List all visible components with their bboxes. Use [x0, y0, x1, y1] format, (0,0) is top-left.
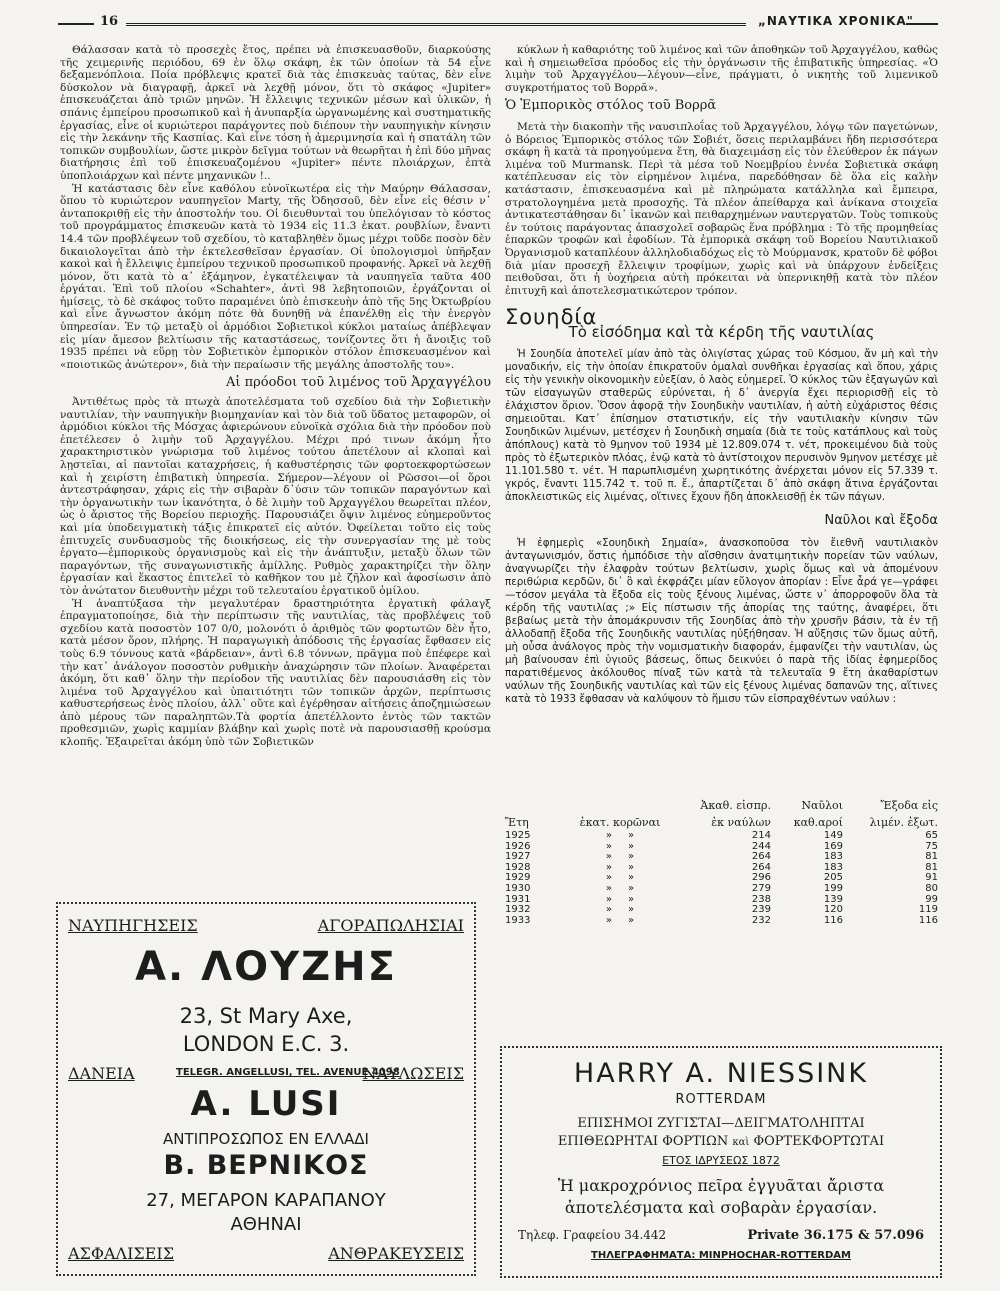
table-header: ἐκ ναύλων [711, 816, 771, 829]
ad-agents: ΑΝΤΙΠΡΟΣΩΠΟΣ ΕΝ ΕΛΛΑΔΙ [163, 1130, 369, 1148]
ad-private-phone: Private 36.175 & 57.096 [747, 1228, 924, 1243]
ad-company-name-latin: A. LUSI [190, 1084, 342, 1124]
page-header [58, 14, 938, 34]
section-subtitle: Τὸ εἰσόδημα καὶ τὰ κέρδη τῆς ναυτιλίας [568, 322, 875, 341]
paragraph: Ἡ ἀναπτύξασα τὴν μεγαλυτέραν δραστηριότητα ἐργατικὴ φάλαγξ ἐπραγματοποίησε, διὰ τὴν περίπτωσιν τῆς ναυτιλίας, τὰς προβλέψεις τοῦ σχεδίου κατὰ ποσοστὸν 107 0/0, μολονότι ὁ ἀριθμὸς τῶν φορτωτῶν δὲν ἦτο, κατὰ μέσον ὅρον, πλήρης. Ἡ παραγωγικὴ ἀπόδοσις τῆς ἐργασίας ἔφθασεν εἰς τοὺς 6.9 τόννους κατὰ «βάρδειαν», ἀντὶ 6.8 τόννων, πρᾶγμα ποὺ ἐπέφερε καὶ τὴν κατ᾽ ἀνάλογον ποσοστὸν ρυθμικὴν ἀναχώρησιν τῶν πλοίων. Ἀναφέρεται ἀκόμη, ὅτι καθ᾽ ὅλην τὴν περίοδον τῆς ναυτιλίας δὲν παρουσιάσθη εἰς τὸν λιμένα τοῦ Ἀρχαγγέλου καὶ ὑπαιτιότητι τῶν τοπικῶν ἀρχῶν, περίπτωσις καθυστερήσεως ἑνὸς πλοίου, ἀλλ᾽ οὔτε καὶ ἐγέρθησαν αἰτήσεις ἀποζημιώσεων ἀπὸ μέρους τῶν παραληπτῶν.Τὰ φορτία ἀπετέλλοντο ἐντὸς τῶν τακτῶν προθεσμιῶν, χωρὶς καμμίαν βλάβην καὶ χωρὶς ποτὲ νὰ παρουσιασθῇ κρούσμα κλοπῆς. Ἐξαιρεῖται ἀκόμη ὑπὸ τῶν Σοβιετικῶν [60, 597, 491, 749]
ad-service-line: ΕΠΙΘΕΩΡΗΤΑΙ ΦΟΡΤΙΩΝ καὶ ΦΟΡΤΕΚΦΟΡΤΩΤΑΙ [557, 1134, 885, 1149]
ad-slogan: Ἡ μακροχρόνιος πεῖρα ἐγγυᾶται ἄριστα [557, 1176, 885, 1195]
ad-company-name: Α. ΛΟΥΖΗΣ [135, 944, 397, 990]
paragraph: κύκλων ἡ καθαριότης τοῦ λιμένος καὶ τῶν ἀποθηκῶν τοῦ Ἀρχαγγέλου, καθὼς καὶ ἡ σημειωθεῖσα πρόοδος εἰς τὴν ὀργάνωσιν τῆς ἐπιβατικῆς ὑπηρεσίας. «Ὁ λιμὴν τοῦ Ἀρχαγγέλου—λέγουν—εἶνε, πράγματι, ὁ νικητὴς τοῦ λιμενικοῦ συγκροτήματος τοῦ Βορρᾶ». [505, 44, 938, 94]
table-row: 1930 » » 279 199 80 [505, 882, 938, 894]
page-number: 16 [100, 14, 119, 29]
section-heading: Αἱ πρόοδοι τοῦ λιμένος τοῦ Ἀρχαγγέλου [225, 375, 491, 391]
ad-phone: Τηλεφ. Γραφείου 34.442 [518, 1228, 667, 1242]
ad-address: 27, ΜΕΓΑΡΟΝ ΚΑΡΑΠΑΝΟΥ [146, 1190, 386, 1211]
left-column [60, 44, 491, 749]
header-rule [58, 23, 94, 25]
ad-city: ΑΘΗΝΑΙ [230, 1214, 302, 1235]
table-row: 1933 » » 232 116 116 [505, 914, 938, 926]
table-row: 1927 » » 264 183 81 [505, 851, 938, 863]
section-heading: Ὁ Ἐμπορικὸς στόλος τοῦ Βορρᾶ [505, 98, 717, 114]
ad-address: LONDON E.C. 3. [182, 1032, 350, 1056]
ad-founded: ΕΤΟΣ ΙΔΡΥΣΕΩΣ 1872 [662, 1154, 780, 1167]
table-row: 1925 » » 214 149 65 [505, 830, 938, 841]
ad-city: ROTTERDAM [675, 1092, 767, 1107]
table-row: 1932 » » 239 120 119 [505, 904, 938, 916]
ad-service-line: ΕΠΙΣΗΜΟΙ ΖΥΓΙΣΤΑΙ—ΔΕΙΓΜΑΤΟΛΗΠΤΑΙ [577, 1116, 865, 1131]
right-column [505, 44, 938, 706]
ad-service-label: ΑΓΟΡΑΠΩΛΗΣΙΑΙ [317, 916, 464, 935]
ad-slogan: ἀποτελέσματα καὶ σοβαρὰν ἐργασίαν. [564, 1198, 878, 1217]
paragraph: Ἀντιθέτως πρὸς τὰ πτωχὰ ἀποτελέσματα τοῦ σχεδίου διὰ τὴν Σοβιετικὴν ναυτιλίαν, τὴν ναυπηγικὴν βιομηχανίαν καὶ τὸν διὰ τοῦ ὕδατος μεταφορῶν, οἱ ἁρμόδιοι κύκλοι τῆς Μόσχας ἀφιερώνουν εὐνοϊκὰ σχόλια διὰ τὴν πρόοδον ποὺ ἐπετέλεσεν ὁ λιμὴν τοῦ Ἀρχαγγέλου. Μέχρι πρό τινων ἀκόμη ἦτο χαρακτηριστικὸν γνώρισμα τοῦ λιμένος τούτου ἀπετέλουν αἱ κλοπαὶ καὶ λῃστεῖαι, αἱ παντοῖαι καταχρήσεις, ἡ καθυστέρησις τῶν φορτοεκφορτώσεων καὶ ἡ χειρίστη ἐπιβατικὴ ὑπηρεσία. Σήμερον—λέγουν οἱ Ρῶσσοι—οἱ ὅροι ἀντεστράφησαν, χάρις εἰς τὴν σιβαρὰν δ᾽ύσιν τῶν τοπικῶν παραγόντων καὶ τὴν ὀργανωτικὴν των ἱκανότητα, ὁ δὲ λιμὴν τοῦ Ἀρχαγγέλου θεωρεῖται πλέον, ὡς ὁ ἄριστος τῆς Βορείου περιοχῆς. Παρουσιάζει ὄψιν λιμένος εὐημεροῦντος καὶ μία ὑποδειγματικὴ τάξις ἐπικρατεῖ εἰς αὐτόν. Ὀφείλεται τοῦτο εἰς τοὺς ἐπιτυχεῖς συνδυασμοὺς τῆς διοικήσεως, εἰς τὴν συνεργασίαν της μὲ τοὺς ἐργατο—ἐμπορικοὺς ὀργανισμοὺς καὶ εἰς τὴν ἀνάπτυξιν, μεταξὺ ὅλων τῶν παραγόντων, τῆς συναγωνιστικῆς ἁμίλλης. Ρυθμὸς χαρακτηρίζει τὴν ὅλην ἐργασίαν καὶ ἕκαστος ἐπιτελεῖ τὸ καθῆκον του μὲ ζῆλον καὶ ἀφοσίωσιν ἀπὸ τὸν ἀνώτατον διευθυντὴν μέχρι τοῦ τελευταίου ἐργατικοῦ ὁμίλου. [60, 396, 491, 597]
ad-telegram: ΤΗΛΕΓΡΑΦΗΜΑΤΑ: MINPHOCHAR-ROTTERDAM [591, 1250, 851, 1261]
journal-title: „ΝΑΥΤΙΚΑ ΧΡΟΝΙΚΑ" [758, 14, 914, 28]
table-row: 1931 » » 238 139 99 [505, 893, 938, 905]
paragraph: Μετὰ τὴν διακοπὴν τῆς ναυσιπλοΐας τοῦ Ἀρχαγγέλου, λόγῳ τῶν παγετώνων, ὁ Βόρειος Ἐμπορικὸς στόλος τῶν Σοβιέτ, ὅσεις περιλαμβάνει ἤδη περισσότερα σκάφη ἢ κατὰ τὰ προηγούμενα ἔτη, θὰ διαχειμάσῃ εἰς τὸν ἐλεύθερον ἐκ πάγων λιμένα τοῦ Murmansk. Περὶ τὰ μέσα τοῦ Νοεμβρίου ἐννέα Σοβιετικὰ σκάφη κατέπλευσαν εἰς τὸν εἰρημένον λιμένα, παρεδόθησαν δὲ ὅλα εἰς καλὴν κατάστασιν, ἐπισκευασμένα καὶ μὲ πληρώματα κατάλληλα καὶ ἔμπειρα, στρατολογημένα μετὰ προσοχῆς. Τὰ πλέον ἀπείθαρχα καὶ ἀνίκανα στοιχεῖα ἀντικατεστάθησαν δι᾽ ἱκανῶν καὶ πειθαρχημένων ναυτεργατῶν. Τοὺς τοπικοὺς ἐν τούτοις παράγοντας ἀπασχολεῖ σοβαρῶς ἕνα πρόβλημα : Τὸ τῆς προμηθείας ἐπαρκῶν τροφῶν καὶ ἐφοδίων. Τὰ ἐμπορικὰ σκάφη τοῦ Βορείου Ναυτιλιακοῦ Ὀργανισμοῦ καταπλέουν ἀλληλοδιαδόχως εἰς τὸ Μούρμανσκ, κρατοῦν δὲ φόβοι διὰ μίαν προσεχῆ ἔλλειψιν τροφίμων, χωρὶς καὶ νὰ ὑπάρχουν ἐνδείξεις πειθοῦσαι, ὅτι ἡ ὑοχήρεια αὐτὴ πρόκειται νὰ ὑπερνικηθῇ κατὰ τὸν πλέον ἐπιτυχῆ καὶ ἀποτελεσματικώτερον τρόπον. [505, 120, 938, 297]
table-header: Ἔξοδα εἰς [880, 799, 938, 812]
header-rule [126, 23, 746, 26]
freight-statistics-table [505, 797, 938, 926]
paragraph: Θάλασσαν κατὰ τὸ προσεχὲς ἔτος, πρέπει νὰ ἐπισκευασθοῦν, διαρκούσης τῆς χειμερινῆς περιόδου, 69 ἐν ὅλῳ σκάφη, ἐκ τῶν ὁποίων τὰ 54 εἶνε δεξαμενόπλοια. Ποία πρόβλεψις κρατεῖ διὰ τὰς ἐπισκευὰς ταύτας, δὲν εἶνε δύσκολον νὰ διαγραφῇ, ἀρκεῖ νὰ λεχθῇ μόνον, ὅτι τὸ σκάφος «Jupiter» ἐπισκευάζεται ἀπὸ τριῶν μηνῶν. Ἡ ἔλλειψις τεχνικῶν μέσων καὶ ὑλικῶν, ἡ σπάνις ἐμπείρου προσωπικοῦ καὶ ἡ ἀνυπαρξία ὠργανωμένης καὶ συστηματικῆς ἐργασίας, εἶνε οἱ κυριώτεροι παράγοντες ποὺ διέπουν τὴν ναυπηγικὴν κίνησιν εἰς τὴν λεκάνην τῆς Κασπίας. Καὶ εἶνε τόση ἡ ἀμεριμνησία καὶ ἡ σπατάλη τῶν τοπικῶν συμβουλίων, ὥστε μικρὸν δεῖγμα τούτων νὰ θεωρῆται ἡ ἐπὶ δύο μῆνας διατήρησις ἐπὶ τοῦ ἐπισκευαζομένου «Jupiter» πέντε πλοιάρχων, ἑπτὰ ὑποπλοιάρχων καὶ πέντε μηχανικῶν !.. [60, 44, 491, 182]
table-header: Ἔτη [505, 816, 529, 829]
table-row: 1928 » » 264 183 81 [505, 861, 938, 873]
paragraph: Ἡ ἐφημερὶς «Σουηδικὴ Σημαία», ἀνασκοποῦσα τὸν ἔιεθνῆ ναυτιλιακὸν ἀνταγωνισμόν, ὅστις ἠμπόδισε τὴν αἴσθησιν ἀνατιμητικὴν πορείαν τῶν ναύλων, ἀναγνωρίζει τὴν ἐλαφρὰν τούτων βελτίωσιν, χωρὶς ὅμως καὶ νὰ ἀπομένουν περιθώρια κερδῶν, δι᾽ ὃ καὶ ἐκφράζει μίαν εὔλογον ἀπορίαν : Εἶνε ἆρά γε—γράφει—τόσον μεγάλα τὰ ἔξοδα εἰς τοὺς ξένους λιμένας, ὥστε ν᾽ ἀπορροφοῦν ὅλα τὰ κέρδη τῆς ναυτιλίας ;» Εἰς πίστωσιν τῆς ἀπορίας της ταύτης, ἀναφέρει, ὅτι βεβαίως μετὰ τὴν ἀπομάκρυνσιν τῆς Σουηδίας ἀπὸ τὴν χρυσῆν βάσιν, τὰ ἐν τῇ ἀλλοδαπῇ ἔξοδα τῆς Σουηδικῆς ναυτιλίας ηὐξήθησαν. Ἡ αὔξησις τῶν ὅμως αὐτῆ, μὴ οὖσα ἀνάλογος πρὸς τὴν νομισματικὴν διαφοράν, ἐμφανίζει τὴν ναυτιλίαν, ὡς μὴ βαίνουσαν ἐπὶ ὑγιοῦς βάσεως, ὅπως δεικνύει ὁ παρὰ τῆς ἰδίας ἐφημερίδος παρατιθέμενος ἀκόλουθος πίναξ τῶν κατὰ τὰ τελευταῖα 9 ἔτη ἀκαθαρίστων ναύλων τῆς Σουηδικῆς ναυτιλίας καὶ τῶν εἰς ξένους λιμένας δαπανῶν της, αἵτινες κατὰ τὸ 1933 ἔφθασαν νὰ καλύψουν τὸ ἥμισυ τῶν εἰσπραχθέντων ναύλων : [505, 537, 938, 706]
ad-service-label: ΔΑΝΕΙΑ [68, 1064, 135, 1083]
ad-agent-name: Β. ΒΕΡΝΙΚΟΣ [163, 1150, 369, 1181]
paragraph: Ἡ κατάστασις δὲν εἶνε καθόλου εὐνοϊκωτέρα εἰς τὴν Μαύρην Θάλασσαν, ὅπου τὸ κυριώτερον ναυπηγεῖον Marty, τῆς Ὀδησσοῦ, δὲν εἶνε εἰς θέσιν ν᾽ ἀνταποκριθῇ εἰς τὴν ἀποστολήν του. Οἱ διευθυνταὶ του ὑπελόγισαν τὸ κόστος τοῦ προγράμματος ἐπισκευῶν κατὰ τὸ 1934 εἰς 11.3 ἑκατ. ρουβλίων, ἔναντι 14.4 τῶν προβλέψεων τοῦ σχεδίου, τὸ καταβληθὲν ὅμως μέχρι τοῦδε ποσὸν δὲν δικαιολογεῖται ἀπὸ τὴν ἐκτελεσθεῖσαν ἐργασίαν. Οἱ ὑπολογισμοὶ ὑπῆρξαν κακοὶ καὶ ἡ ἔλλειψις ἐμπείρου τεχνικοῦ προσωπικοῦ προφανής. Ἀρκεῖ νὰ λεχθῇ μόνον, ὅτι κατὰ τὸ α᾽ ἑξάμηνον, ἐγκατέλειψαν τὰ ναυπηγεῖα ταῦτα 400 ἐργάται. Ἐπὶ τοῦ πλοίου «Schahter», ἀντὶ 98 λεβητοποιῶν, ἐργάζονται οἱ ἡμίσεις, τὸ δὲ σκάφος τοῦτο παραμένει ὑπὸ ἐπισκευὴν ἀπὸ τῆς 5ης Ὀκτωβρίου καὶ εἶνε ἄγνωστον ἀκόμη πότε θὰ δυνηθῇ νὰ ἐπανέλθῃ εἰς τὴν ἐνεργὸν ὑπηρεσίαν. Ἐν τῷ μεταξὺ οἱ ἁρμόδιοι Σοβιετικοὶ κύκλοι ματαίως ἀπέβλεψαν εἰς μίαν ἄμεσον βελτίωσιν τῆς καταστάσεως, τονίζοντες ὅτι ἡ ἄνοιξις τοῦ 1935 πρέπει νὰ εὕρῃ τὸν Σοβιετικὸν ἐμπορικὸν στόλον ἐπισκευασμένον καὶ «ποιοτικῶς ἀνώτερον», διὰ τὴν περαίωσιν τῆς μεγάλης ἀποστολῆς του». [60, 182, 491, 371]
ad-telegraph: TELEGR. ANGELLUSI, TEL. AVENUE 4098 [176, 1067, 400, 1078]
header-rule [906, 23, 938, 25]
paragraph: Ἡ Σουηδία ἀποτελεῖ μίαν ἀπὸ τὰς ὀλιγίστας χώρας τοῦ Κόσμου, ἄν μὴ καὶ τὴν μοναδικήν, εἰς τὴν ὁποίαν ἐπικρατοῦν ὁμαλαὶ συνθῆκαι ἐργασίας καὶ ὅπου, χάρις εἰς τὴν γενικὴν οἰκονομικὴν εὐεξίαν, ὁ λαὸς εὐημερεῖ. Ὁ κύκλος τῶν ἐξαγωγῶν καὶ τῶν εἰσαγωγῶν σταθερῶς εὐρύνεται, ἡ δ᾽ ἀνεργία ἔχει περιορισθῇ εἰς τὸ ἐλάχιστον ὅριον. Ὅσον ἀφορᾷ τὴν Σουηδικὴν ναυτιλίαν, ἡ αὐτὴ εὐχάριστος θέσις σημειοῦται. Κατ᾽ ἐπίσημον στατιστικήν, εἰς τὴν ναυτιλιακὴν κίνησιν τῶν Σουηδικῶν λιμένων, μετέσχεν ἡ Σουηδικὴ σημαία (διὰ τε τοὺς κατάπλους καὶ τοὺς ἀπόπλους) κατὰ τὸ 9μηνον τοῦ 1934 μὲ 12.809.074 τ. νέτ, προκειμένου διὰ τοὺς πρὸς τὸ ἐξωτερικὸν πλόας, ἐνῷ κατὰ τὸ ἀντίστοιχον περυσινὸν 9μηνον μετέσχε μὲ 11.101.580 τ. νέτ. Ἡ παρωπλισμένη χωρητικότης ἀνέρχεται μόνον εἰς 57.339 τ. γκρός, ἔναντι 115.742 τ. τοῦ π. ἔ., ἀπαρτίζεται δ᾽ ἀπὸ σκάφη ἅτινα ἐργάζονται ἀποκλειστικῶς εἰς λιμένας, οἵτινες ἔχουν ἤδη ἀποκλεισθῇ ἐκ τῶν πάγων. [505, 348, 938, 504]
country-section-title: Σουηδία [505, 305, 598, 330]
table-header: Ἀκαθ. εἰσπρ. [700, 799, 771, 812]
table-row: 1929 » » 296 205 91 [505, 872, 938, 884]
advertisement-niessink [500, 1046, 942, 1278]
ad-service-label: ΝΑΥΛΩΣΕΙΣ [362, 1064, 464, 1083]
table-row: 1926 » » 244 169 75 [505, 840, 938, 852]
table-header: ἑκατ. κορῶναι [579, 816, 661, 829]
ad-service-label: ΝΑΥΠΗΓΗΣΕΙΣ [68, 916, 198, 935]
ad-company-name: HARRY A. NIESSINK [573, 1058, 869, 1089]
ad-service-label: ΑΝΘΡΑΚΕΥΣΕΙΣ [328, 1244, 464, 1263]
ad-address: 23, St Mary Axe, [179, 1004, 353, 1028]
section-heading: Ναῦλοι καὶ ἔξοδα [824, 513, 938, 529]
advertisement-louzis [56, 902, 476, 1276]
table-header: λιμέν. ἐξωτ. [869, 816, 938, 829]
table-header: καθ.αροί [793, 816, 843, 829]
table-header: Ναῦλοι [801, 799, 843, 812]
ad-service-label: ΑΣΦΑΛΙΣΕΙΣ [68, 1244, 175, 1263]
